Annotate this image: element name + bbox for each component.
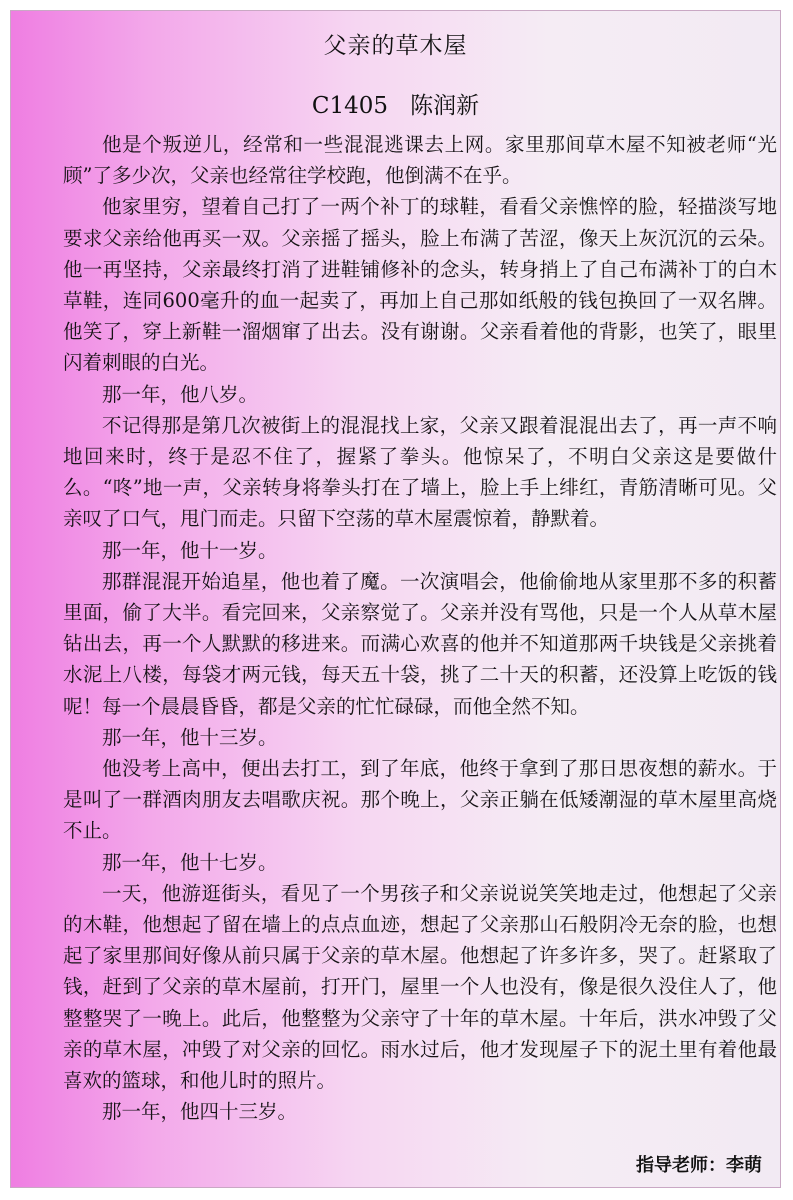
paragraph: 那一年，他四十三岁。 (102, 1100, 298, 1124)
author-name: 陈润新 (410, 93, 480, 119)
paragraph: 那一年，他八岁。 (102, 382, 259, 406)
paragraph: 那一年，他十一岁。 (102, 538, 278, 562)
essay-title: 父亲的草木屋 (323, 33, 468, 59)
paragraph: 他是个叛逆儿，经常和一些混混逃课去上网。家里那间草木屋不知被老师“光顾”了多少次，父亲也经常往学校跑，他倒满不在乎。 (63, 133, 777, 188)
advisor-name: 李萌 (726, 1155, 762, 1176)
advisor-label: 指导老师： (636, 1155, 726, 1176)
author-line (11, 87, 780, 120)
paragraph: 他家里穷，望着自己打了一两个补丁的球鞋，看看父亲憔悴的脸，轻描淡写地要求父亲给他再买一双。父亲摇了摇头，脸上布满了苦涩，像天上灰沉沉的云朵。他一再坚持，父亲最终打消了进鞋铺修补的念头，转身捎上了自己布满补丁的白木草鞋，连同600毫升的血一起卖了，再加上自己那如纸般的钱包换回了一双名牌。他笑了，穿上新鞋一溜烟窜了出去。没有谢谢。父亲看着他的背影，也笑了，眼里闪着刺眼的白光。 (63, 195, 777, 375)
advisor-credit (636, 1151, 762, 1177)
paragraph: 不记得那是第几次被街上的混混找上家，父亲又跟着混混出去了，再一声不响地回来时，终于是忍不住了，握紧了拳头。他惊呆了，不明白父亲这是要做什么。“咚”地一声，父亲转身将拳头打在了墙上，脸上手上绯红，青筋清晰可见。父亲叹了口气，甩门而走。只留下空荡的草木屋震惊着，静默着。 (63, 413, 777, 531)
essay-body (63, 129, 777, 1128)
paragraph: 一天，他游逛街头，看见了一个男孩子和父亲说说笑笑地走过，他想起了父亲的木鞋，他想起了留在墙上的点点血迹，想起了父亲那山石般阴冷无奈的脸，也想起了家里那间好像从前只属于父亲的草木屋。他想起了许多许多，哭了。赶紧取了钱，赶到了父亲的草木屋前，打开门，屋里一个人也没有，像是很久没住人了，他整整哭了一晚上。此后，他整整为父亲守了十年的草木屋。十年后，洪水冲毁了父亲的草木屋，冲毁了对父亲的回忆。雨水过后，他才发现屋子下的泥土里有着他最喜欢的篮球，和他儿时的照片。 (63, 881, 777, 1093)
paragraph: 那一年，他十七岁。 (102, 850, 278, 874)
essay-page (10, 10, 781, 1188)
paragraph: 他没考上高中，便出去打工，到了年底，他终于拿到了那日思夜想的薪水。于是叫了一群酒肉朋友去唱歌庆祝。那个晚上，父亲正躺在低矮潮湿的草木屋里高烧不止。 (63, 757, 777, 843)
paragraph: 那一年，他十三岁。 (102, 725, 278, 749)
paragraph: 那群混混开始追星，他也着了魔。一次演唱会，他偷偷地从家里那不多的积蓄里面，偷了大半。看完回来，父亲察觉了。父亲并没有骂他，只是一个人从草木屋钻出去，再一个人默默的移进来。而满心欢喜的他并不知道那两千块钱是父亲挑着水泥上八楼，每袋才两元钱，每天五十袋，挑了二十天的积蓄，还没算上吃饭的钱呢！每一个晨晨昏昏，都是父亲的忙忙碌碌，而他全然不知。 (63, 569, 777, 718)
class-code: C1405 (311, 93, 389, 119)
